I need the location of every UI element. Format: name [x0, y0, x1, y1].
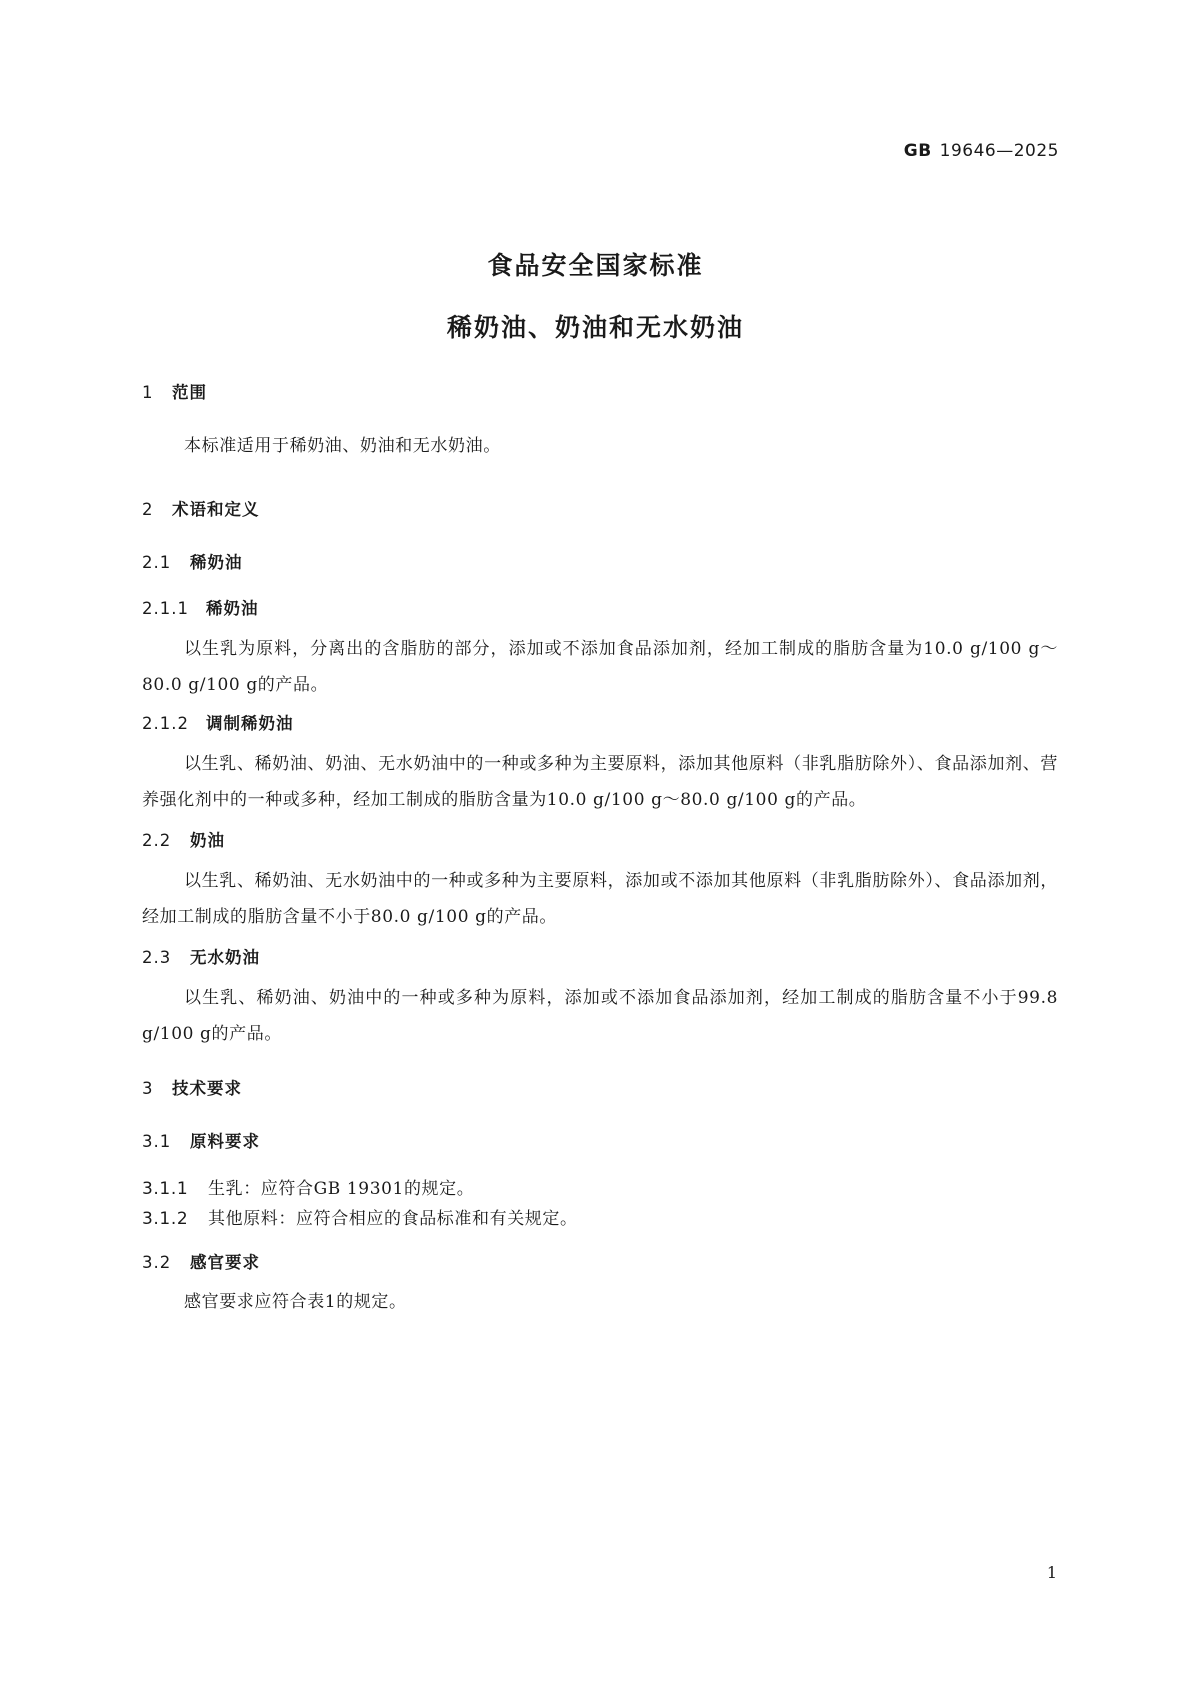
- heading-title: 无水奶油: [190, 948, 260, 967]
- heading-3-2: [142, 1249, 260, 1273]
- scope-paragraph: 本标准适用于稀奶油、奶油和无水奶油。: [184, 436, 501, 456]
- heading-title: 技术要求: [172, 1079, 242, 1098]
- heading-title: 范围: [172, 383, 207, 402]
- heading-2-3: [142, 944, 260, 968]
- standard-prefix: GB: [903, 141, 932, 161]
- heading-2-1-2: [142, 710, 294, 734]
- document-title: 食品安全国家标准: [487, 251, 704, 280]
- heading-number: 2.1: [142, 553, 172, 572]
- heading-number: 1: [142, 383, 154, 402]
- document-subtitle: 稀奶油、奶油和无水奶油: [446, 313, 744, 342]
- heading-2-2: [142, 827, 225, 851]
- heading-1: [142, 379, 207, 403]
- definition-paragraph: 以生乳、稀奶油、奶油、无水奶油中的一种或多种为主要原料，添加其他原料（非乳脂肪除外）、食品添加剂、营养强化剂中的一种或多种，经加工制成的脂肪含量为10.0 g/100 g～80.0 g/100 g的产品。: [142, 754, 1058, 810]
- sensory-paragraph: 感官要求应符合表1的规定。: [184, 1292, 407, 1312]
- heading-title: 术语和定义: [172, 500, 260, 519]
- definition-paragraph: 以生乳为原料，分离出的含脂肪的部分，添加或不添加食品添加剂，经加工制成的脂肪含量为10.0 g/100 g～80.0 g/100 g的产品。: [142, 639, 1058, 695]
- definition-paragraph: 以生乳、稀奶油、无水奶油中的一种或多种为主要原料，添加或不添加其他原料（非乳脂肪除外）、食品添加剂，经加工制成的脂肪含量不小于80.0 g/100 g的产品。: [142, 871, 1058, 927]
- heading-3: [142, 1075, 242, 1099]
- heading-2-1-1: [142, 595, 259, 619]
- heading-2-1: [142, 549, 243, 573]
- heading-title: 原料要求: [190, 1132, 260, 1151]
- standard-number: 19646—2025: [939, 141, 1059, 161]
- heading-title: 调制稀奶油: [206, 714, 294, 733]
- page-number: 1: [1046, 1563, 1057, 1582]
- heading-number: 2.3: [142, 948, 172, 967]
- heading-number: 2.1.2: [142, 714, 189, 733]
- heading-title: 感官要求: [190, 1253, 260, 1272]
- definition-paragraph: 以生乳、稀奶油、奶油中的一种或多种为原料，添加或不添加食品添加剂，经加工制成的脂肪含量不小于99.8 g/100 g的产品。: [142, 988, 1058, 1044]
- clause-number: 3.1.2: [142, 1209, 189, 1229]
- heading-number: 2: [142, 500, 154, 519]
- heading-number: 2.1.1: [142, 599, 189, 618]
- heading-number: 3.2: [142, 1253, 172, 1272]
- clause-text: 其他原料：应符合相应的食品标准和有关规定。: [208, 1209, 578, 1229]
- heading-number: 3.1: [142, 1132, 172, 1151]
- standard-code: [904, 141, 1059, 161]
- clause-3-1-1: [142, 1174, 474, 1199]
- heading-3-1: [142, 1128, 260, 1152]
- clause-number: 3.1.1: [142, 1179, 189, 1199]
- clause-3-1-2: [142, 1204, 578, 1229]
- heading-title: 稀奶油: [190, 553, 243, 572]
- heading-title: 奶油: [190, 831, 225, 850]
- heading-number: 3: [142, 1079, 154, 1098]
- heading-title: 稀奶油: [206, 599, 259, 618]
- heading-2: [142, 496, 260, 520]
- heading-number: 2.2: [142, 831, 172, 850]
- clause-text: 生乳：应符合GB 19301的规定。: [208, 1179, 475, 1199]
